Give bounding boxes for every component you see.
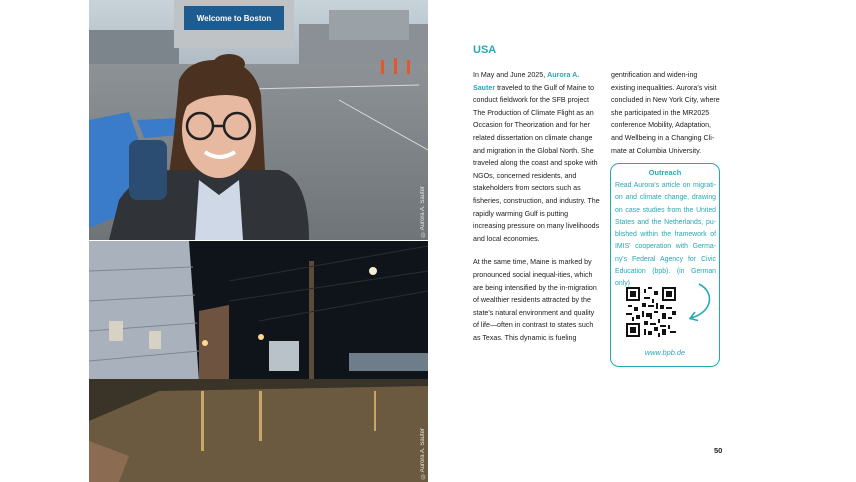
photo-credit: ©Aurora A. Sauter	[420, 427, 426, 478]
boston-sign: Welcome to Boston	[196, 14, 272, 23]
arrow-icon	[685, 282, 715, 326]
outreach-text: Read Aurora's article on migrati-on and climate change, drawing on case studies from the United States and the Netherlands, pu-blished within the framework of IMIS' cooperation with Germa-ny's Federal Agency for Civic Education (bpb). (in German only)	[615, 182, 716, 288]
outreach-title: Outreach	[648, 168, 682, 177]
selfie-photo	[89, 0, 428, 240]
article-paragraph-2: At the same time, Maine is marked by pronounced social inequal-ities, which are being intensified by the in-migration of wealthier residents attracted by the state's natural environment and quality of life—often in contrast to states such as Texas. This dynamic is fueling	[473, 258, 597, 342]
article-paragraph-1	[473, 69, 600, 245]
paragraph-text: In May and June 2025,	[473, 71, 546, 79]
photo-credit: ©Aurora A. Sauter	[420, 185, 426, 236]
article-paragraph-3: gentrification and widen-ing existing inequalities. Aurora's visit concluded in New York City, where she participated in the MR2025 conference Mobility, Adaptation, and Wellbeing in a Changing Cli-mate at Columbia University.	[611, 71, 720, 155]
selfie-photo-drawing	[89, 0, 428, 240]
paragraph-text: traveled to the Gulf of Maine to conduct fieldwork for the SFB project The Production of Climate Flight as an Occasion for Theorization and for her related dissertation on climate change and migration in the Global North. She traveled along the coast and spoke with NGOs, concerned residents, and stakeholders from sectors such as fisheries, construction, and industry. The rapidly warming Gulf is putting increasing pressure on many livelihoods and local economies.	[473, 83, 600, 243]
section-heading: USA	[473, 44, 497, 56]
page-number: 50	[714, 446, 723, 455]
flooded-street-photo	[89, 241, 428, 482]
outreach-link[interactable]: www.bpb.de	[644, 348, 686, 357]
qr-code-icon[interactable]	[626, 287, 676, 337]
article-column-right	[611, 69, 723, 168]
article-column-left	[473, 69, 600, 355]
outreach-box	[610, 163, 720, 367]
flooded-street-drawing	[89, 241, 428, 482]
author-name: Aurora A. Sauter	[473, 71, 580, 92]
